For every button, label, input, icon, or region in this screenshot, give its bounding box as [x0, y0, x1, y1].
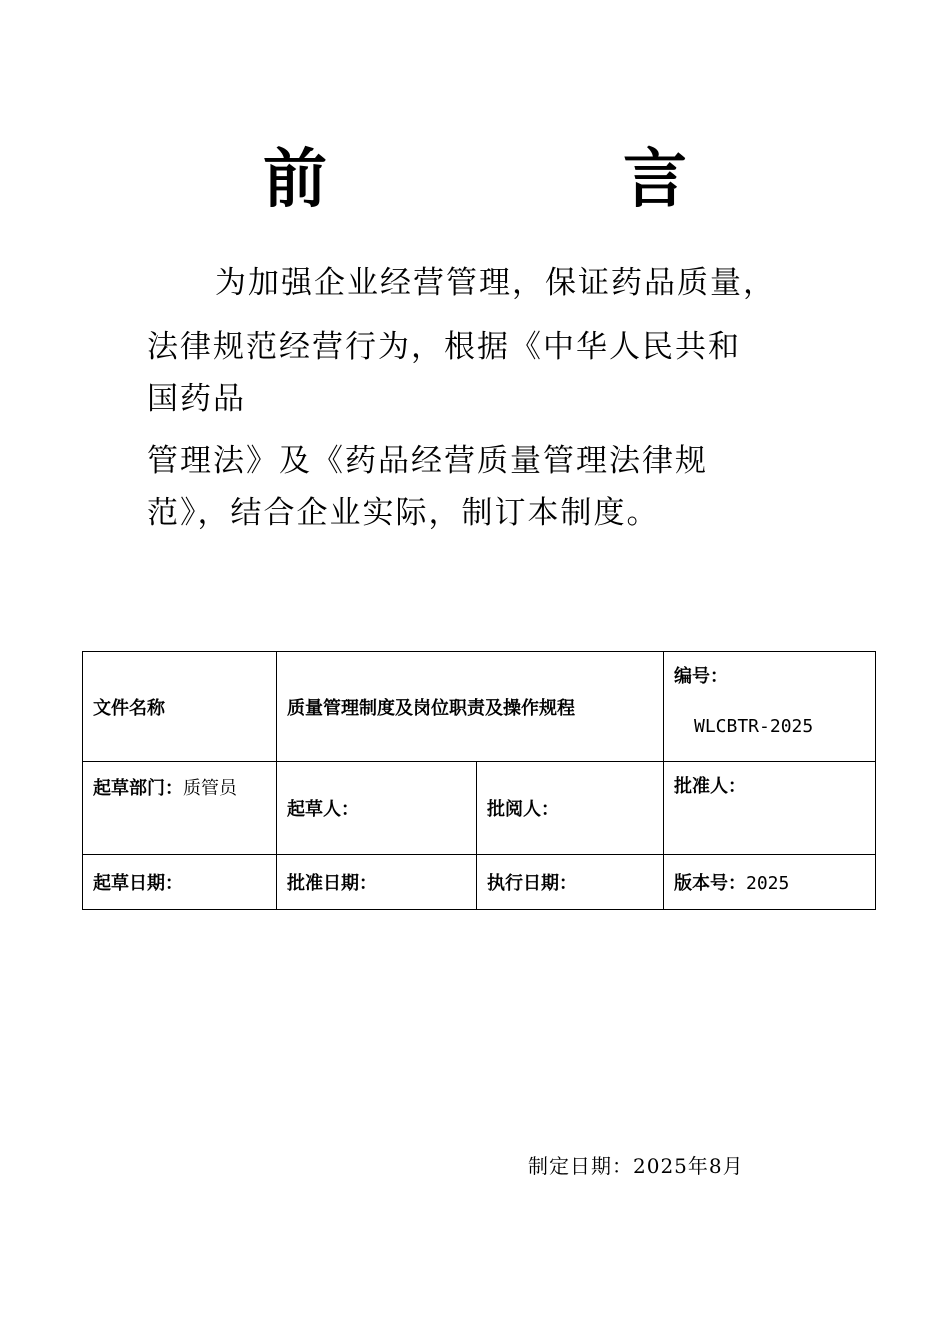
preface-paragraph-1 [147, 255, 817, 311]
exec-date-label: 执行日期： [487, 873, 577, 894]
approver-label: 批准人： [674, 776, 746, 797]
drafter-label: 起草人： [287, 799, 359, 820]
doc-name-value-cell [277, 652, 664, 762]
draft-dept-cell [83, 762, 277, 855]
version-cell [664, 855, 876, 910]
preface-line: 国药品 [147, 381, 246, 417]
table-row [83, 762, 876, 855]
page-title: 前 言 [263, 142, 803, 217]
version-value: 2025 [746, 873, 790, 894]
drafter-cell [277, 762, 477, 855]
doc-name-label: 文件名称 [93, 697, 165, 719]
document-info-table [82, 651, 876, 910]
doc-name-value: 质量管理制度及岗位职责及操作规程 [287, 697, 575, 719]
doc-name-label-cell [83, 652, 277, 762]
approver-cell [664, 762, 876, 855]
enactment-date: 制定日期：2025年8月 [528, 1154, 744, 1178]
exec-date-cell [477, 855, 664, 910]
reviewer-cell [477, 762, 664, 855]
preface-line: 范》，结合企业实际，制订本制度。 [147, 495, 660, 531]
approve-date-cell [277, 855, 477, 910]
preface-line: 法律规范经营行为，根据《中华人民共和 [147, 329, 741, 365]
draft-dept-label: 起草部门： [93, 778, 183, 799]
reviewer-label: 批阅人： [487, 799, 559, 820]
doc-number-value: WLCBTR-2025 [694, 716, 814, 737]
doc-number-cell [664, 652, 876, 762]
preface-paragraph-2 [147, 321, 817, 425]
version-label: 版本号： [674, 873, 746, 894]
doc-number-label: 编号： [674, 666, 728, 687]
preface-line: 管理法》及《药品经营质量管理法律规 [147, 443, 708, 479]
draft-date-label: 起草日期： [93, 873, 183, 894]
draft-date-cell [83, 855, 277, 910]
table-row [83, 652, 876, 762]
preface-line: 为加强企业经营管理，保证药品质量， [215, 265, 776, 301]
approve-date-label: 批准日期： [287, 873, 377, 894]
preface-paragraph-3 [147, 435, 817, 539]
draft-dept-value: 质管员 [183, 778, 237, 799]
table-row [83, 855, 876, 910]
